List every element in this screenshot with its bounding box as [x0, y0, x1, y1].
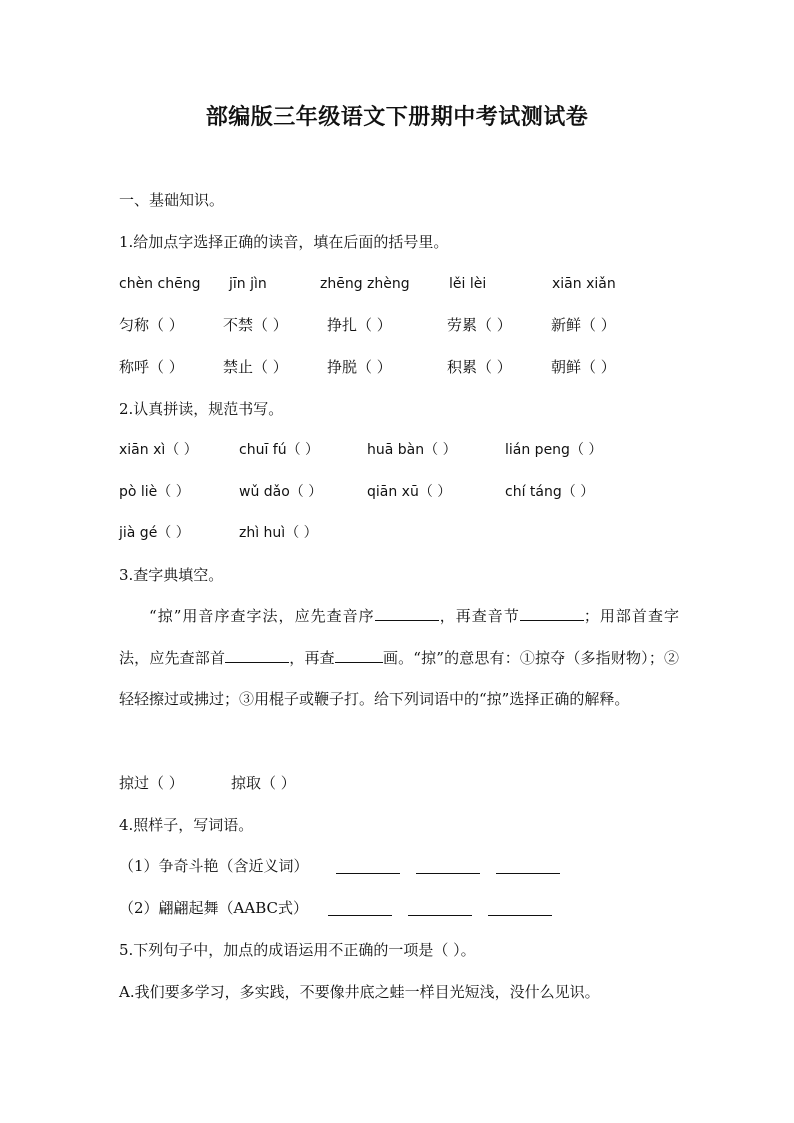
pinyin-blank: qiān xū（ ） [367, 484, 452, 500]
word-blank: 劳累（ ） [447, 316, 512, 334]
answer-blank[interactable] [225, 647, 289, 663]
word-blank: 朝鲜（ ） [551, 358, 616, 376]
pinyin-item: jīn jìn [229, 276, 267, 292]
pinyin-blank: chuī fú（ ） [239, 442, 320, 458]
word-blank: 称呼（ ） [119, 358, 184, 376]
question-4-prompt: 4.照样子，写词语。 [119, 816, 254, 834]
q3-text-b: ，再查音节 [438, 607, 520, 625]
word-blank: 禁止（ ） [223, 358, 288, 376]
q5-option-a: A.我们要多学习，多实践，不要像井底之蛙一样目光短浅，没什么见识。 [119, 983, 600, 1001]
q3-text-a: “掠”用音序查字法，应先查音序 [149, 607, 375, 625]
pinyin-blank: jià gé（ ） [119, 525, 190, 541]
page-title: 部编版三年级语文下册期中考试测试卷 [205, 104, 589, 130]
pinyin-blank: wǔ dǎo（ ） [239, 484, 323, 500]
q4-item-1: （1）争奇斗艳（含近义词） [119, 857, 309, 875]
word-blank: 匀称（ ） [119, 316, 184, 334]
q4-item-2: （2）翩翩起舞（AABC式） [119, 899, 308, 917]
pinyin-item: lěi lèi [449, 276, 487, 292]
pinyin-item: zhēng zhèng [320, 276, 410, 292]
answer-blank[interactable] [375, 605, 439, 621]
question-3-prompt: 3.查字典填空。 [119, 566, 224, 584]
q3-text-d: ，再查 [289, 648, 335, 667]
answer-blank[interactable] [488, 914, 552, 916]
question-1-prompt: 1.给加点字选择正确的读音，填在后面的括号里。 [119, 233, 449, 251]
answer-blank[interactable] [496, 872, 560, 874]
question-5-prompt: 5.下列句子中，加点的成语运用不正确的一项是（ ）。 [119, 941, 476, 959]
word-blank: 不禁（ ） [223, 316, 288, 334]
answer-blank[interactable] [408, 914, 472, 916]
q3-paragraph [119, 596, 679, 721]
pinyin-blank: chí táng（ ） [505, 484, 595, 500]
section-heading: 一、基础知识。 [119, 191, 225, 209]
pinyin-blank: zhì huì（ ） [239, 525, 318, 541]
pinyin-blank: huā bàn（ ） [367, 442, 457, 458]
pinyin-blank: lián peng（ ） [505, 442, 603, 458]
pinyin-item: chèn chēng [119, 276, 201, 292]
word-blank: 挣扎（ ） [327, 316, 392, 334]
pinyin-blank: xiān xì（ ） [119, 442, 198, 458]
word-blank: 掠取（ ） [231, 774, 296, 792]
q3-text-e: 画。“掠”的意思有：①掠夺（多指财物）；②轻轻擦过或拂过；③用棍子或鞭子打。给下列词语中的“掠”选择正确的解释。 [119, 648, 679, 708]
word-blank: 挣脱（ ） [327, 358, 392, 376]
q3-text-c: ；用部首查字法，应先查部首 [119, 607, 679, 667]
question-2-prompt: 2.认真拼读，规范书写。 [119, 400, 284, 418]
answer-blank[interactable] [520, 605, 584, 621]
pinyin-blank: pò liè（ ） [119, 484, 190, 500]
pinyin-item: xiān xiǎn [552, 276, 616, 292]
answer-blank[interactable] [335, 647, 383, 663]
answer-blank[interactable] [336, 872, 400, 874]
answer-blank[interactable] [328, 914, 392, 916]
word-blank: 新鲜（ ） [551, 316, 616, 334]
word-blank: 掠过（ ） [119, 774, 184, 792]
answer-blank[interactable] [416, 872, 480, 874]
word-blank: 积累（ ） [447, 358, 512, 376]
